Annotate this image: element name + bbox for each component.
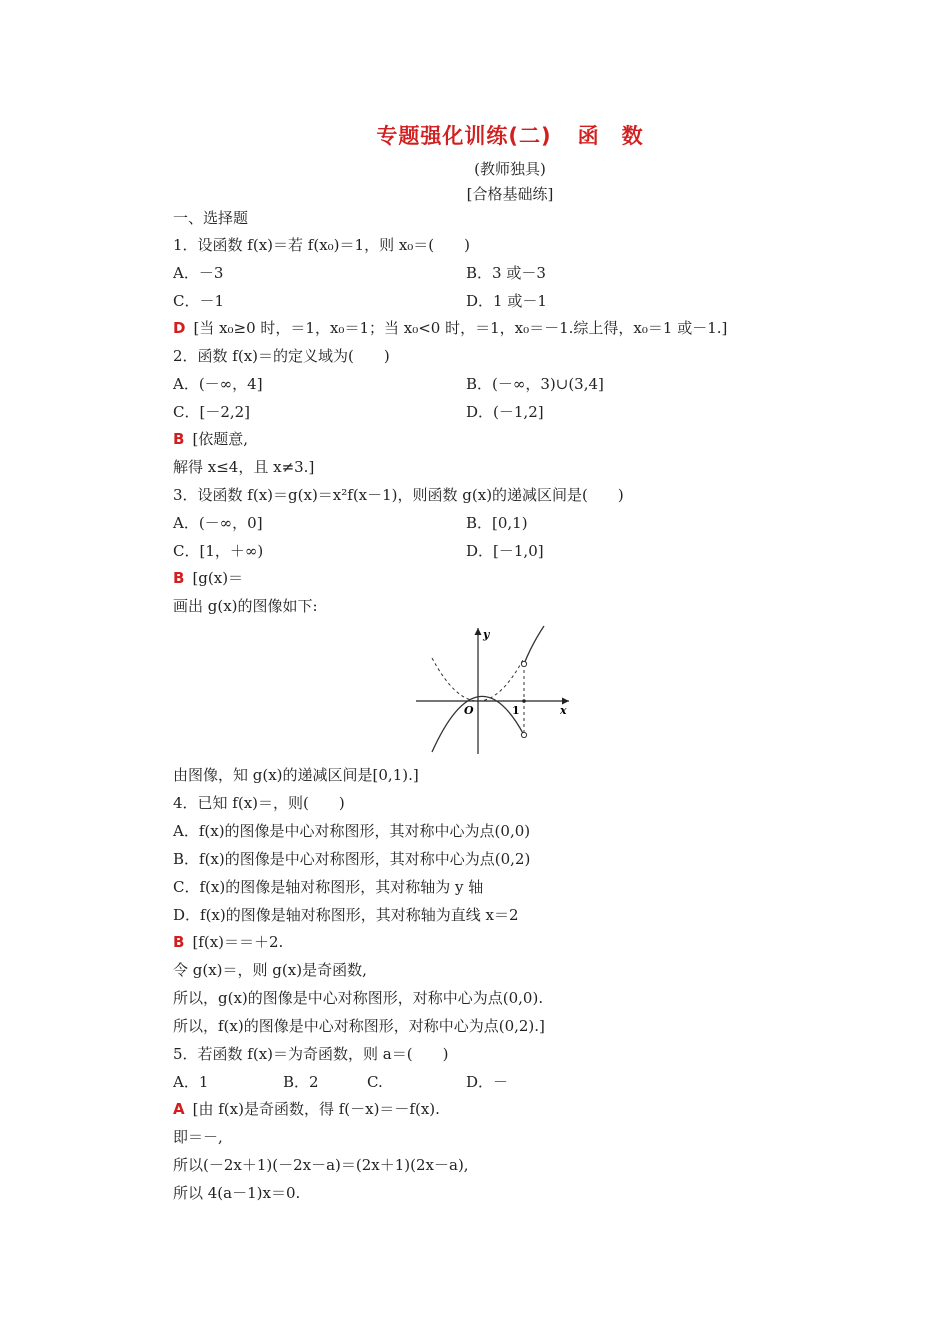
q2-solution <box>173 429 248 449</box>
page-title <box>0 120 950 150</box>
title-tail: 函 数 <box>577 124 644 148</box>
q3-solution <box>173 568 243 588</box>
open-point-lower <box>521 732 526 737</box>
q1-option-c: C．－1 <box>173 292 225 310</box>
q3-answer: B <box>173 569 185 587</box>
q4-option-d: D．f(x)的图像是轴对称图形，其对称轴为直线 x＝2 <box>173 906 519 924</box>
q5-options <box>173 1072 508 1092</box>
q3-option-c: C．[1，＋∞) <box>173 542 264 560</box>
q3-explanation-1: [g(x)＝ <box>192 569 244 587</box>
q2-explanation-1: [依题意, <box>192 430 249 448</box>
q4-option-c: C．f(x)的图像是轴对称图形，其对称轴为 y 轴 <box>173 878 484 896</box>
q4-option-a: A．f(x)的图像是中心对称图形，其对称中心为点(0,0) <box>173 822 531 840</box>
q5-explanation-4: 所以 4(a－1)x＝0. <box>173 1184 301 1202</box>
section-heading: 一、选择题 <box>173 209 249 227</box>
q3-option-b: B．[0,1) <box>466 514 528 532</box>
title-main: 专题强化训练(二) <box>376 124 552 148</box>
q3-explanation-2: 画出 g(x)的图像如下: <box>173 597 318 615</box>
label-y: y <box>483 628 490 641</box>
q3-option-d: D．[－1,0] <box>466 542 544 560</box>
q5-explanation-3: 所以(－2x＋1)(－2x－a)＝(2x＋1)(2x－a), <box>173 1156 469 1174</box>
q5-option-b: B．2 <box>283 1073 319 1091</box>
q4-explanation-2: 令 g(x)＝，则 g(x)是奇函数, <box>173 961 367 979</box>
q4-solution <box>173 932 283 952</box>
q5-explanation-1: [由 f(x)是奇函数，得 f(－x)＝－f(x). <box>192 1100 440 1118</box>
q4-explanation-4: 所以，f(x)的图像是中心对称图形，对称中心为点(0,2).] <box>173 1017 545 1035</box>
q4-answer: B <box>173 933 185 951</box>
label-origin: O <box>464 704 474 717</box>
q5-solution <box>173 1099 440 1119</box>
label-x: x <box>560 704 567 717</box>
q1-option-a: A．－3 <box>173 264 224 282</box>
q2-option-d: D．(－1,2] <box>466 403 544 421</box>
q2-explanation-2: 解得 x≤4，且 x≠3.] <box>173 458 315 476</box>
q5-option-a: A．1 <box>173 1073 209 1091</box>
q1-option-b: B．3 或－3 <box>466 264 546 282</box>
tick-point-1 <box>522 699 526 703</box>
q1-stem: 1．设函数 f(x)＝若 f(x₀)＝1，则 x₀＝( ) <box>173 236 471 254</box>
q5-answer: A <box>173 1100 185 1118</box>
q3-stem: 3．设函数 f(x)＝g(x)＝x²f(x－1)，则函数 g(x)的递减区间是( ) <box>173 486 624 504</box>
q3-option-a: A．(－∞，0] <box>173 514 263 532</box>
curve-right-branch <box>524 626 544 664</box>
q1-answer: D <box>173 319 186 337</box>
q1-explanation: [当 x₀≥0 时，＝1，x₀＝1；当 x₀<0 时，＝1，x₀＝－1.综上得，x₀＝1 或－1.] <box>193 319 728 337</box>
q1-solution <box>173 318 727 338</box>
q4-stem: 4．已知 f(x)＝，则( ) <box>173 794 345 812</box>
label-one: 1 <box>512 704 520 717</box>
q5-stem: 5．若函数 f(x)＝为奇函数，则 a＝( ) <box>173 1045 449 1063</box>
q5-option-d: D．－ <box>466 1073 509 1091</box>
q5-option-c: C. <box>367 1073 383 1091</box>
q1-option-d: D．1 或－1 <box>466 292 547 310</box>
function-graph <box>414 622 574 756</box>
q2-option-c: C．[－2,2] <box>173 403 251 421</box>
q2-answer: B <box>173 430 185 448</box>
q2-stem: 2．函数 f(x)＝的定义域为( ) <box>173 347 390 365</box>
q3-explanation-3: 由图像，知 g(x)的递减区间是[0,1).] <box>173 766 419 784</box>
q2-option-b: B．(－∞，3)∪(3,4] <box>466 375 604 393</box>
subtitle: (教师独具) <box>474 160 546 178</box>
q4-explanation-1: [f(x)＝＝＋2. <box>192 933 284 951</box>
open-point-upper <box>521 661 526 666</box>
q4-option-b: B．f(x)的图像是中心对称图形，其对称中心为点(0,2) <box>173 850 531 868</box>
q2-option-a: A．(－∞，4] <box>173 375 263 393</box>
q4-explanation-3: 所以，g(x)的图像是中心对称图形，对称中心为点(0,0). <box>173 989 544 1007</box>
section-tag: [合格基础练] <box>466 185 554 203</box>
q5-explanation-2: 即＝－, <box>173 1128 223 1146</box>
